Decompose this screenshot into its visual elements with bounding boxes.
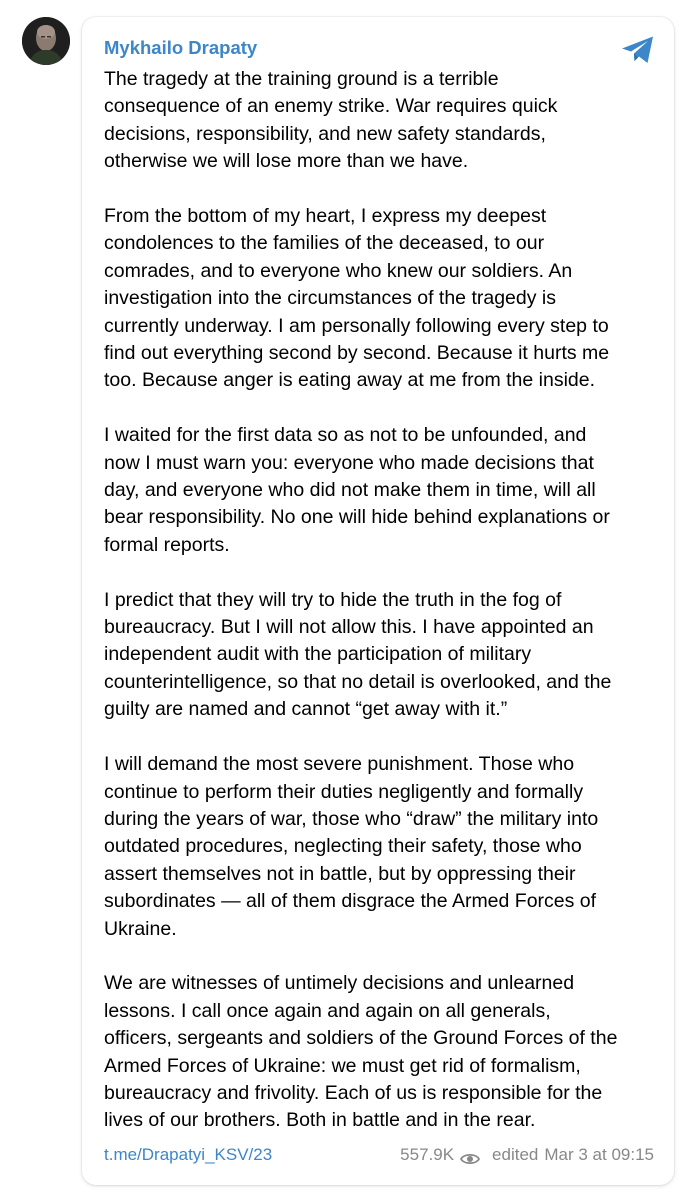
author-avatar[interactable]: [22, 17, 70, 65]
message-text: [104, 66, 664, 1135]
message-paragraph: I predict that they will try to hide the truth in the fog of bureaucracy. But I will not allow this. I have appointed an independent audit with the participation of military counterintelligence, so that no detail is overlooked, and the guilty are named and cannot “get away with it.”: [104, 588, 612, 721]
message-paragraph: We are witnesses of untimely decisions and unlearned lessons. I call once again and again on all generals, officers, sergeants and soldiers of the Ground Forces of the Armed Forces of Ukraine: we must get rid of formalism, bureaucracy and frivolity. Each of us is responsible for the lives of our brothers. Both in battle and in the rear.: [104, 972, 618, 1132]
view-count: 557.9K: [400, 1145, 455, 1164]
post-link[interactable]: t.me/Drapatyi_KSV/23: [104, 1145, 273, 1164]
message-paragraph: From the bottom of my heart, I express my deepest condolences to the families of the deceased, to our comrades, and to everyone who knew our soldiers. An investigation into the circumstances of the tragedy is currently underway. I am personally following every step to find out everything second by second. Because it hurts me too. Because anger is eating away at me from the inside.: [104, 205, 610, 392]
message-paragraph: I will demand the most severe punishment. Those who continue to perform their duties negligently and formally during the years of war, those who “draw” the military into outdated procedures, neglecting their safety, those who assert themselves not in battle, but by oppressing their subordinates — all of them disgrace the Armed Forces of Ukraine.: [104, 753, 599, 940]
author-name[interactable]: Mykhailo Drapaty: [104, 37, 258, 58]
message-meta: [400, 1142, 654, 1168]
edited-label: edited: [492, 1145, 539, 1164]
message-paragraph: The tragedy at the training ground is a terrible consequence of an enemy strike. War requires quick decisions, responsibility, and new safety standards, otherwise we will lose more than we have.: [104, 68, 558, 173]
message-footer: [104, 1142, 654, 1168]
message-timestamp: Mar 3 at 09:15: [544, 1145, 654, 1164]
telegram-logo-icon[interactable]: [620, 35, 656, 65]
message-paragraph: I waited for the first data so as not to be unfounded, and now I must warn you: everyone who made decisions that day, and everyone who did not make them in time, will all bear responsibility. No one will hide behind explanations or formal reports.: [104, 424, 610, 556]
eye-icon: [460, 1148, 480, 1162]
message-card: [82, 17, 674, 1185]
